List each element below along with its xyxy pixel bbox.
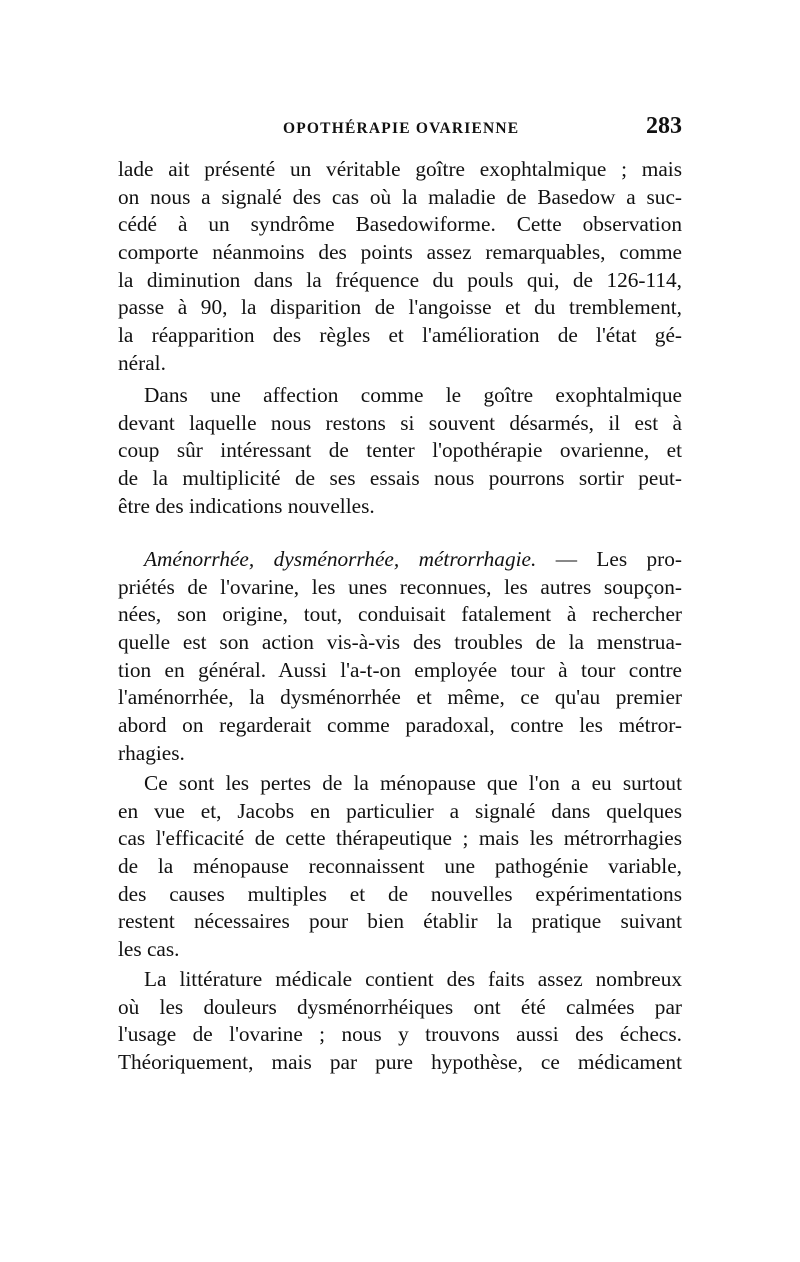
paragraph-1 [118,156,682,378]
text-line: priétés de l'ovarine, les unes reconnues, les autres soupçon- [118,574,682,599]
text-line: devant laquelle nous restons si souvent désarmés, il est à [118,410,682,435]
text-line: la réapparition des règles et l'amélioration de l'état gé- [118,323,682,348]
text-line: lade ait présenté un véritable goître exophtalmique ; mais [118,157,682,181]
text-line: où les douleurs dysménorrhéiques ont été calmées par [118,994,682,1019]
text-line: quelle est son action vis-à-vis des troubles de la menstrua- [118,630,682,655]
text-line: de la ménopause reconnaissent une pathogénie variable, [118,854,682,879]
running-title: OPOTHÉRAPIE OVARIENNE [283,120,520,137]
text-line: la diminution dans la fréquence du pouls qui, de 126-114, [118,267,682,292]
section-title: Aménorrhée, dysménorrhée, métrorrhagie. [144,547,537,571]
text-line: cas l'efficacité de cette thérapeutique ; mais les métrorrhagies [118,826,682,851]
text-line: cédé à un syndrôme Basedowiforme. Cette observation [118,212,682,237]
text-line: de la multiplicité de ses essais nous pourrons sortir peut- [118,466,682,491]
text-line: les cas. [118,937,180,962]
text-line: des causes multiples et de nouvelles expérimentations [118,881,682,906]
paragraph-3 [118,546,682,768]
text-line: Théoriquement, mais par pure hypothèse, ce médicament [118,1050,682,1075]
paragraph-2 [118,382,682,520]
text-line: comporte néanmoins des points assez remarquables, comme [118,240,682,265]
text-line: en vue et, Jacobs en particulier a signalé dans quelques [118,798,682,823]
text-line: Dans une affection comme le goître exophtalmique [144,383,682,407]
text-line: nées, son origine, tout, conduisait fatalement à rechercher [118,602,682,627]
text-line: rhagies. [118,740,185,765]
text-line: l'usage de l'ovarine ; nous y trouvons aussi des échecs. [118,1022,682,1047]
text-line: coup sûr intéressant de tenter l'opothérapie ovarienne, et [118,438,682,463]
section-heading-line [118,546,682,574]
paragraph-5 [118,966,682,1077]
text-line: on nous a signalé des cas où la maladie de Basedow a suc- [118,184,682,209]
page-number: 283 [646,113,682,139]
text-line: passe à 90, la disparition de l'angoisse et du tremblement, [118,295,682,320]
text-line: être des indications nouvelles. [118,493,375,518]
text-line: l'aménorrhée, la dysménorrhée et même, ce qu'au premier [118,685,682,710]
text-line: néral. [118,350,166,375]
paragraph-4 [118,770,682,964]
text-line: Ce sont les pertes de la ménopause que l'on a eu surtout [144,771,682,795]
text-fragment: — Les pro- [536,547,683,571]
text-line: tion en général. Aussi l'a-t-on employée tour à tour contre [118,657,682,682]
text-line: abord on regarderait comme paradoxal, contre les métror- [118,713,682,738]
text-line: La littérature médicale contient des faits assez nombreux [144,967,682,991]
text-line: restent nécessaires pour bien établir la pratique suivant [118,909,682,934]
